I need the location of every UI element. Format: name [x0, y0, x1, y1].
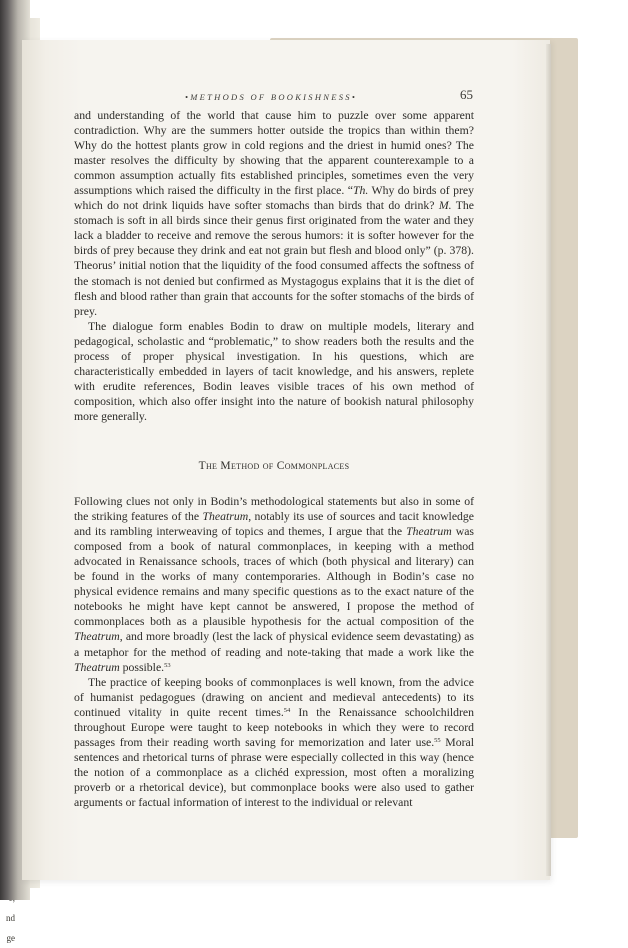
left-page-fragment: ge: [6, 933, 15, 943]
page-stack-edge: [546, 44, 551, 876]
footnote-marker: 53: [164, 661, 171, 669]
footnote-marker: 54: [283, 706, 291, 714]
running-head: •METHODS OF BOOKISHNESS•: [185, 92, 358, 102]
page-number: 65: [460, 87, 473, 102]
footnote-marker: 55: [434, 736, 441, 744]
body-text: [74, 108, 474, 810]
paragraph: The dialogue form enables Bodin to draw on multiple models, literary and pedagogical, scholastic and “problematic,” to show readers both the results and the process of proper physical investigation. In his questions, which are characteristically embedded in layers of tacit knowledge, and his answers, replete with erudite references, Bodin leaves visible traces of his own method of composition, which also offer insight into the nature of bookish natural philosophy more generally.: [74, 319, 474, 423]
paragraph: Following clues not only in Bodin’s methodological statements but also in some of the striking features of the Theatrum, notably its use of sources and tacit knowledge and its rambling interweaving of topics and themes, I argue that the Theatrum was composed from a book of natural commonplaces, in keeping with a method advocated in Renaissance schools, traces of which (both physical and literary) can be found in the works of many contemporaries. Although in Bodin’s case no physical evidence remains and many specific questions as to the exact nature of the notebooks he might have kept cannot be answered, I propose the method of commonplaces both as a plausible hypothesis for the actual composition of the Theatrum, and more broadly (lest the lack of physical evidence seem devastating) as a metaphor for the method of reading and note-taking that made a work like the Theatrum possible.$^{53}$: [74, 495, 475, 674]
paragraph: and understanding of the world that cause him to puzzle over some apparent contradiction. Why are the summers hotter outside the tropics than within them? Why do the hottest plants grow in cold regions and the driest in humid ones? The master resolves the difficulty by showing that the apparent counterexample to a common assumption actually fits established principles, sometimes even the very assumptions which raised the difficulty in the first place. “Th. Why do birds of prey which do not drink liquids have softer stomachs than birds that do drink? M. The stomach is soft in all birds since their genus first originated from the water and they lack a bladder to receive and remove the serous humors: it is softer however for the birds of prey because they drink and eat not grain but flesh and blood only” (p. 378). Theorus’ initial notion that the liquidity of the food consumed affects the softness of the stomach is not denied but confirmed as Mystagogus explains that it is the diet of flesh and blood rather than grain that accounts for the softer stomachs of the birds of prey.: [74, 109, 474, 318]
paragraph: The practice of keeping books of commonplaces is well known, from the advice of humanist pedagogues (drawing on ancient and medieval antecedents) to its continued vitality in quite recent times.$^{54}$ In the Renaissance schoolchildren throughout Europe were taught to keep notebooks in which they were to record passages from their reading worth saving for memorization and later use.$^{55}$ Moral sentences and rhetorical turns of phrase were especially collected in this way (hence the notion of a commonplace as a clichéd expression, most often a moralizing proverb or a rhetorical device), but commonplace books were also used to gather arguments or factual information of interest to the individual or relevant: [74, 675, 474, 809]
section-heading: The Method of Commonplaces: [198, 459, 350, 472]
page-header: [185, 88, 475, 104]
left-page-fragment: nd: [6, 913, 15, 923]
